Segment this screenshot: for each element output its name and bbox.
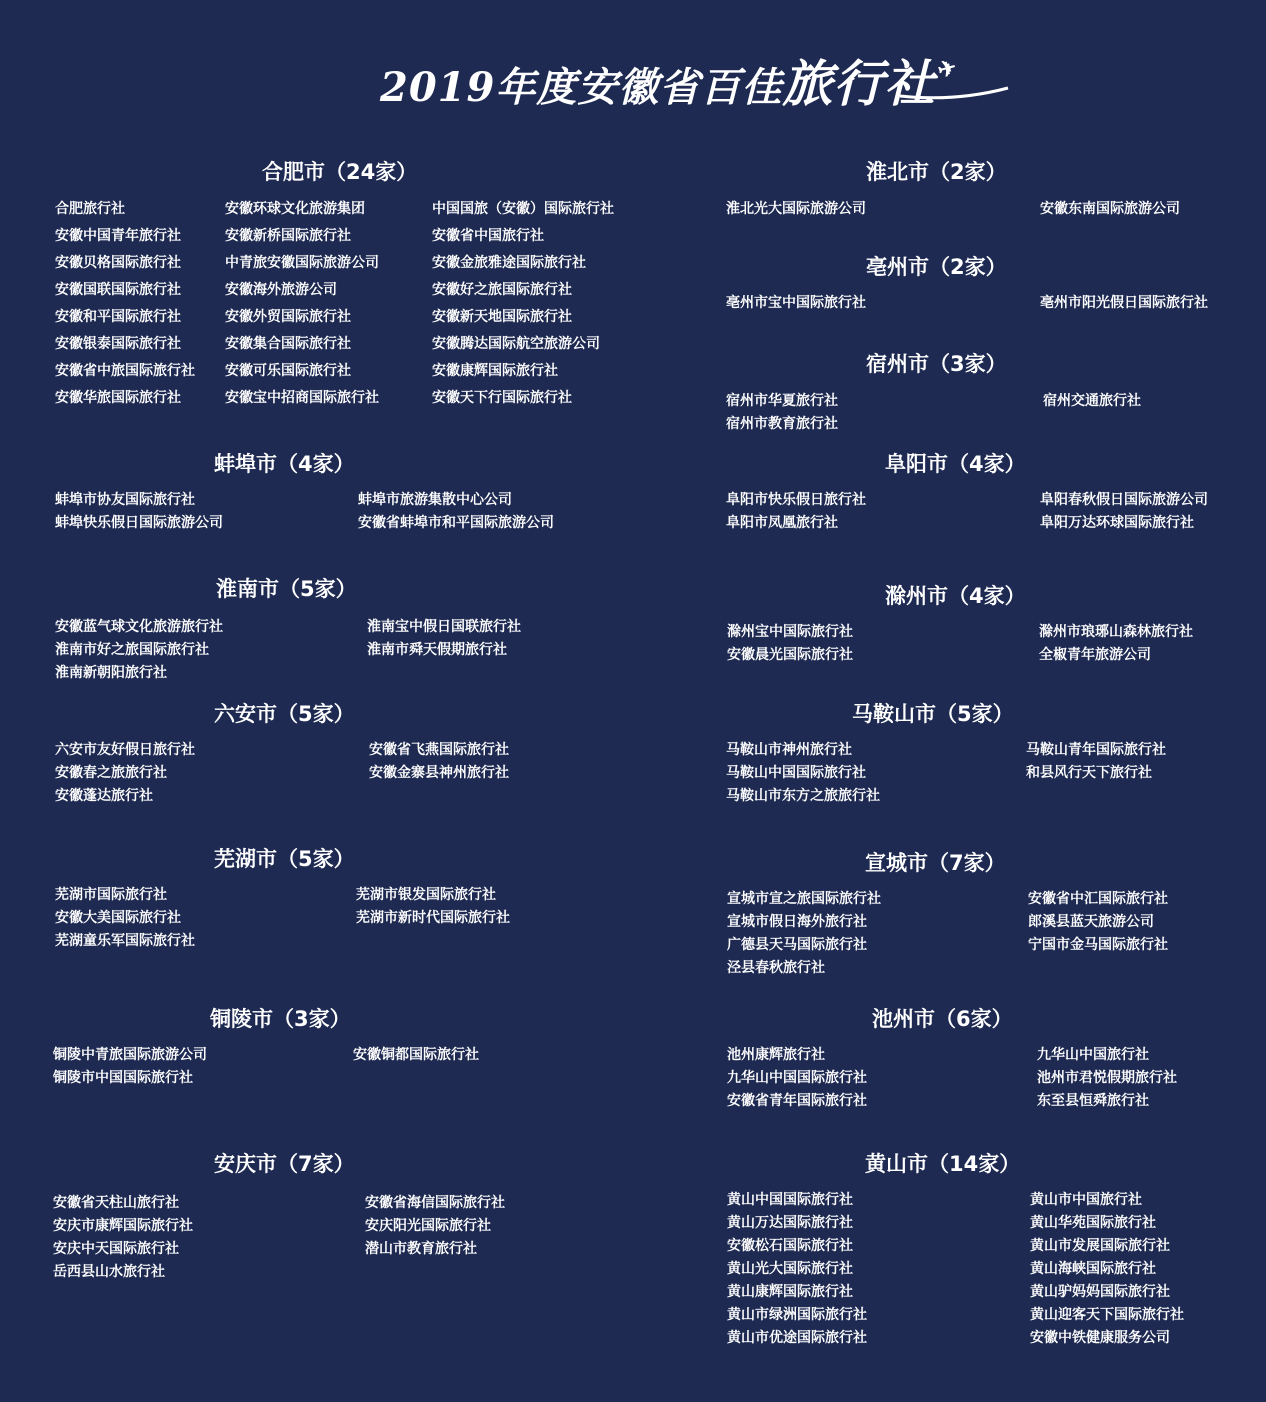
agency-name: 安徽省中汇国际旅行社 xyxy=(1028,891,1168,907)
agency-name: 安徽松石国际旅行社 xyxy=(727,1238,853,1254)
agency-name: 安庆阳光国际旅行社 xyxy=(365,1218,491,1234)
agency-name: 全椒青年旅游公司 xyxy=(1039,647,1151,663)
agency-name: 蚌埠市协友国际旅行社 xyxy=(55,492,195,508)
agency-name: 滁州市琅琊山森林旅行社 xyxy=(1039,624,1193,640)
city-heading: 亳州市（2家） xyxy=(866,255,1007,279)
city-heading: 淮北市（2家） xyxy=(866,160,1007,184)
city-heading: 宣城市（7家） xyxy=(865,851,1006,875)
agency-name: 中国国旅（安徽）国际旅行社 xyxy=(432,201,614,217)
agency-name: 合肥旅行社 xyxy=(55,201,125,217)
page-title xyxy=(380,44,1080,114)
agency-name: 宿州市华夏旅行社 xyxy=(726,393,838,409)
agency-name: 淮南市舜天假期旅行社 xyxy=(367,642,507,658)
agency-name: 亳州市阳光假日国际旅行社 xyxy=(1040,295,1208,311)
agency-name: 蚌埠快乐假日国际旅游公司 xyxy=(55,515,223,531)
agency-name: 安徽东南国际旅游公司 xyxy=(1040,201,1180,217)
agency-name: 安徽金旅雅途国际旅行社 xyxy=(432,255,586,271)
agency-name: 安徽海外旅游公司 xyxy=(225,282,337,298)
agency-name: 黄山万达国际旅行社 xyxy=(727,1215,853,1231)
agency-name: 安徽省飞燕国际旅行社 xyxy=(369,742,509,758)
agency-name: 安徽省中国旅行社 xyxy=(432,228,544,244)
agency-name: 芜湖童乐军国际旅行社 xyxy=(55,933,195,949)
agency-name: 安徽省海信国际旅行社 xyxy=(365,1195,505,1211)
agency-name: 九华山中国旅行社 xyxy=(1037,1047,1149,1063)
agency-name: 安徽蓬达旅行社 xyxy=(55,788,153,804)
agency-name: 宿州市教育旅行社 xyxy=(726,416,838,432)
agency-name: 和县风行天下旅行社 xyxy=(1026,765,1152,781)
agency-name: 安徽和平国际旅行社 xyxy=(55,309,181,325)
agency-name: 池州康辉旅行社 xyxy=(727,1047,825,1063)
agency-name: 淮南宝中假日国联旅行社 xyxy=(367,619,521,635)
city-heading: 阜阳市（4家） xyxy=(885,452,1026,476)
city-heading: 池州市（6家） xyxy=(872,1007,1013,1031)
agency-name: 马鞍山市东方之旅旅行社 xyxy=(726,788,880,804)
title-year: 2019 xyxy=(380,64,496,111)
city-heading: 芜湖市（5家） xyxy=(214,847,355,871)
agency-name: 黄山中国国际旅行社 xyxy=(727,1192,853,1208)
agency-name: 安徽华旅国际旅行社 xyxy=(55,390,181,406)
agency-name: 阜阳市快乐假日旅行社 xyxy=(726,492,866,508)
agency-name: 黄山市优途国际旅行社 xyxy=(727,1330,867,1346)
agency-name: 安徽铜都国际旅行社 xyxy=(353,1047,479,1063)
agency-name: 亳州市宝中国际旅行社 xyxy=(726,295,866,311)
agency-name: 安徽省青年国际旅行社 xyxy=(727,1093,867,1109)
agency-name: 安徽国联国际旅行社 xyxy=(55,282,181,298)
agency-name: 黄山海峡国际旅行社 xyxy=(1030,1261,1156,1277)
agency-name: 黄山市中国旅行社 xyxy=(1030,1192,1142,1208)
city-heading: 六安市（5家） xyxy=(214,702,355,726)
agency-name: 安徽省天柱山旅行社 xyxy=(53,1195,179,1211)
agency-name: 滁州宝中国际旅行社 xyxy=(727,624,853,640)
agency-name: 黄山驴妈妈国际旅行社 xyxy=(1030,1284,1170,1300)
agency-name: 岳西县山水旅行社 xyxy=(53,1264,165,1280)
agency-name: 阜阳万达环球国际旅行社 xyxy=(1040,515,1194,531)
agency-name: 郎溪县蓝天旅游公司 xyxy=(1028,914,1154,930)
agency-name: 安徽外贸国际旅行社 xyxy=(225,309,351,325)
city-heading: 蚌埠市（4家） xyxy=(214,452,355,476)
agency-name: 安徽中铁健康服务公司 xyxy=(1030,1330,1170,1346)
city-heading: 安庆市（7家） xyxy=(214,1152,355,1176)
agency-name: 安徽新天地国际旅行社 xyxy=(432,309,572,325)
agency-name: 阜阳市凤凰旅行社 xyxy=(726,515,838,531)
agency-name: 安徽康辉国际旅行社 xyxy=(432,363,558,379)
agency-name: 安徽金寨县神州旅行社 xyxy=(369,765,509,781)
agency-name: 安徽中国青年旅行社 xyxy=(55,228,181,244)
agency-name: 安徽集合国际旅行社 xyxy=(225,336,351,352)
agency-name: 安庆市康辉国际旅行社 xyxy=(53,1218,193,1234)
agency-name: 黄山市发展国际旅行社 xyxy=(1030,1238,1170,1254)
agency-name: 黄山光大国际旅行社 xyxy=(727,1261,853,1277)
agency-name: 池州市君悦假期旅行社 xyxy=(1037,1070,1177,1086)
city-heading: 铜陵市（3家） xyxy=(210,1007,351,1031)
agency-name: 安徽银泰国际旅行社 xyxy=(55,336,181,352)
title-main: 年度安徽省百佳 xyxy=(495,64,783,111)
agency-name: 泾县春秋旅行社 xyxy=(727,960,825,976)
agency-name: 安徽贝格国际旅行社 xyxy=(55,255,181,271)
agency-name: 安徽省中旅国际旅行社 xyxy=(55,363,195,379)
agency-name: 安徽天下行国际旅行社 xyxy=(432,390,572,406)
agency-name: 铜陵中青旅国际旅游公司 xyxy=(53,1047,207,1063)
agency-name: 马鞍山市神州旅行社 xyxy=(726,742,852,758)
city-heading: 滁州市（4家） xyxy=(885,584,1026,608)
title-emphasis: 旅行社 xyxy=(782,54,936,113)
agency-name: 安徽蓝气球文化旅游旅行社 xyxy=(55,619,223,635)
agency-name: 芜湖市国际旅行社 xyxy=(55,887,167,903)
agency-name: 铜陵市中国国际旅行社 xyxy=(53,1070,193,1086)
agency-name: 安徽腾达国际航空旅游公司 xyxy=(432,336,600,352)
agency-name: 安徽新桥国际旅行社 xyxy=(225,228,351,244)
agency-name: 安徽大美国际旅行社 xyxy=(55,910,181,926)
agency-name: 安徽环球文化旅游集团 xyxy=(225,201,365,217)
agency-name: 芜湖市银发国际旅行社 xyxy=(356,887,496,903)
agency-name: 安徽宝中招商国际旅行社 xyxy=(225,390,379,406)
agency-name: 安徽春之旅旅行社 xyxy=(55,765,167,781)
agency-name: 潜山市教育旅行社 xyxy=(365,1241,477,1257)
agency-name: 淮南新朝阳旅行社 xyxy=(55,665,167,681)
agency-name: 芜湖市新时代国际旅行社 xyxy=(356,910,510,926)
agency-name: 安徽晨光国际旅行社 xyxy=(727,647,853,663)
agency-name: 东至县恒舜旅行社 xyxy=(1037,1093,1149,1109)
agency-name: 六安市友好假日旅行社 xyxy=(55,742,195,758)
agency-name: 安徽可乐国际旅行社 xyxy=(225,363,351,379)
agency-name: 九华山中国国际旅行社 xyxy=(727,1070,867,1086)
agency-name: 淮北光大国际旅游公司 xyxy=(726,201,866,217)
city-heading: 宿州市（3家） xyxy=(866,352,1007,376)
agency-name: 黄山迎客天下国际旅行社 xyxy=(1030,1307,1184,1323)
agency-name: 广德县天马国际旅行社 xyxy=(727,937,867,953)
agency-name: 中青旅安徽国际旅游公司 xyxy=(225,255,379,271)
agency-name: 安徽省蚌埠市和平国际旅游公司 xyxy=(358,515,554,531)
agency-name: 宿州交通旅行社 xyxy=(1043,393,1141,409)
agency-name: 安徽好之旅国际旅行社 xyxy=(432,282,572,298)
agency-name: 黄山康辉国际旅行社 xyxy=(727,1284,853,1300)
agency-name: 宁国市金马国际旅行社 xyxy=(1028,937,1168,953)
swoosh-decoration-icon xyxy=(900,84,1010,102)
agency-name: 蚌埠市旅游集散中心公司 xyxy=(358,492,512,508)
agency-name: 淮南市好之旅国际旅行社 xyxy=(55,642,209,658)
city-heading: 合肥市（24家） xyxy=(262,160,418,184)
agency-name: 阜阳春秋假日国际旅游公司 xyxy=(1040,492,1208,508)
city-heading: 淮南市（5家） xyxy=(216,577,357,601)
city-heading: 马鞍山市（5家） xyxy=(852,702,1014,726)
agency-name: 黄山华苑国际旅行社 xyxy=(1030,1215,1156,1231)
agency-name: 安庆中天国际旅行社 xyxy=(53,1241,179,1257)
agency-name: 黄山市绿洲国际旅行社 xyxy=(727,1307,867,1323)
agency-name: 宣城市宣之旅国际旅行社 xyxy=(727,891,881,907)
city-heading: 黄山市（14家） xyxy=(865,1152,1021,1176)
agency-name: 宣城市假日海外旅行社 xyxy=(727,914,867,930)
airplane-icon: ✈ xyxy=(934,53,961,85)
agency-name: 马鞍山青年国际旅行社 xyxy=(1026,742,1166,758)
agency-name: 马鞍山中国国际旅行社 xyxy=(726,765,866,781)
